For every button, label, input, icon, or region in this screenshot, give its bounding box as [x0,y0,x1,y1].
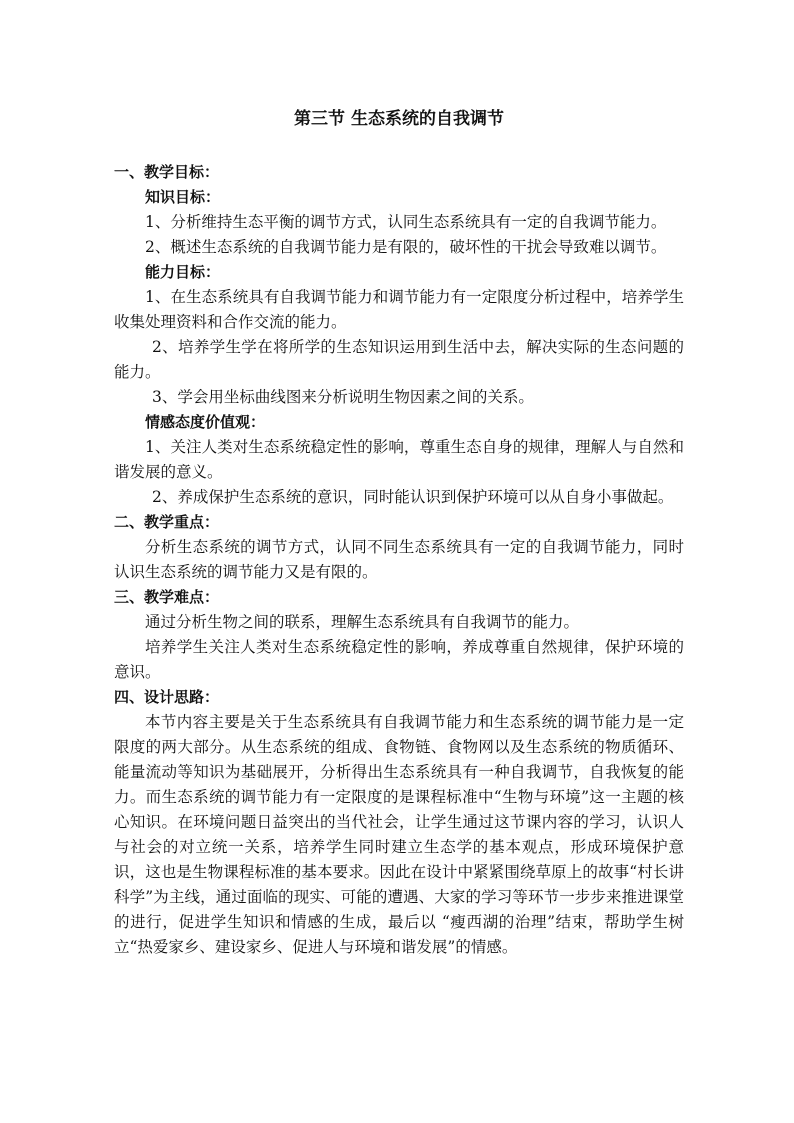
difficulties-paragraph: 培养学生关注人类对生态系统稳定性的影响，养成尊重自然规律，保护环境的意识。 [114,638,684,681]
section-heading-goals: 一、教学目标： [114,163,220,181]
section-heading-key-points: 二、教学重点： [114,513,220,531]
knowledge-item: 2、概述生态系统的自我调节能力是有限的，破坏性的干扰会导致难以调节。 [145,238,667,256]
difficulties-paragraph: 通过分析生物之间的联系，理解生态系统具有自我调节的能力。 [145,613,580,631]
section-heading-design: 四、设计思路： [114,688,220,706]
key-points-paragraph: 分析生态系统的调节方式，认同不同生态系统具有一定的自我调节能力，同时认识生态系统的调节能力又是有限的。 [114,538,684,581]
design-paragraph: 本节内容主要是关于生态系统具有自我调节能力和生态系统的调节能力是一定限度的两大部分。从生态系统的组成、食物链、食物网以及生态系统的物质循环、能量流动等知识为基础展开，分析得出生态系统具有一种自我调节，自我恢复的能力。而生态系统的调节能力有一定限度的是课程标准中“生物与环境”这一主题的核心知识。在环境问题日益突出的当代社会，让学生通过这节课内容的学习，认识人与社会的对立统一关系，培养学生同时建立生态学的基本观点，形成环境保护意识，这也是生物课程标准的基本要求。因此在设计中紧紧围绕草原上的故事“村长讲科学”为主线，通过面临的现实、可能的遭遇、大家的学习等环节一步步来推进课堂的进行，促进学生知识和情感的生成，最后以 “瘦西湖的治理”结束，帮助学生树立“热爱家乡、建设家乡、促进人与环境和谐发展”的情感。 [114,713,684,956]
ability-item: 2、培养学生学在将所学的生态知识运用到生活中去，解决实际的生态问题的能力。 [114,338,684,381]
subheading-ability: 能力目标： [145,263,221,281]
knowledge-item: 1、分析维持生态平衡的调节方式，认同生态系统具有一定的自我调节能力。 [145,213,667,231]
subheading-emotion: 情感态度价值观： [145,413,266,431]
document-title: 第三节 生态系统的自我调节 [294,109,504,129]
ability-item: 3、学会用坐标曲线图来分析说明生物因素之间的关系。 [152,388,534,406]
document-body [114,160,684,960]
subheading-knowledge: 知识目标： [145,188,221,206]
emotion-item: 1、关注人类对生态系统稳定性的影响，尊重生态自身的规律，理解人与自然和谐发展的意义。 [114,438,684,481]
emotion-item: 2、养成保护生态系统的意识，同时能认识到保护环境可以从自身小事做起。 [152,488,674,506]
ability-item: 1、在生态系统具有自我调节能力和调节能力有一定限度分析过程中，培养学生收集处理资料和合作交流的能力。 [114,288,684,331]
section-heading-difficulties: 三、教学难点： [114,588,220,606]
